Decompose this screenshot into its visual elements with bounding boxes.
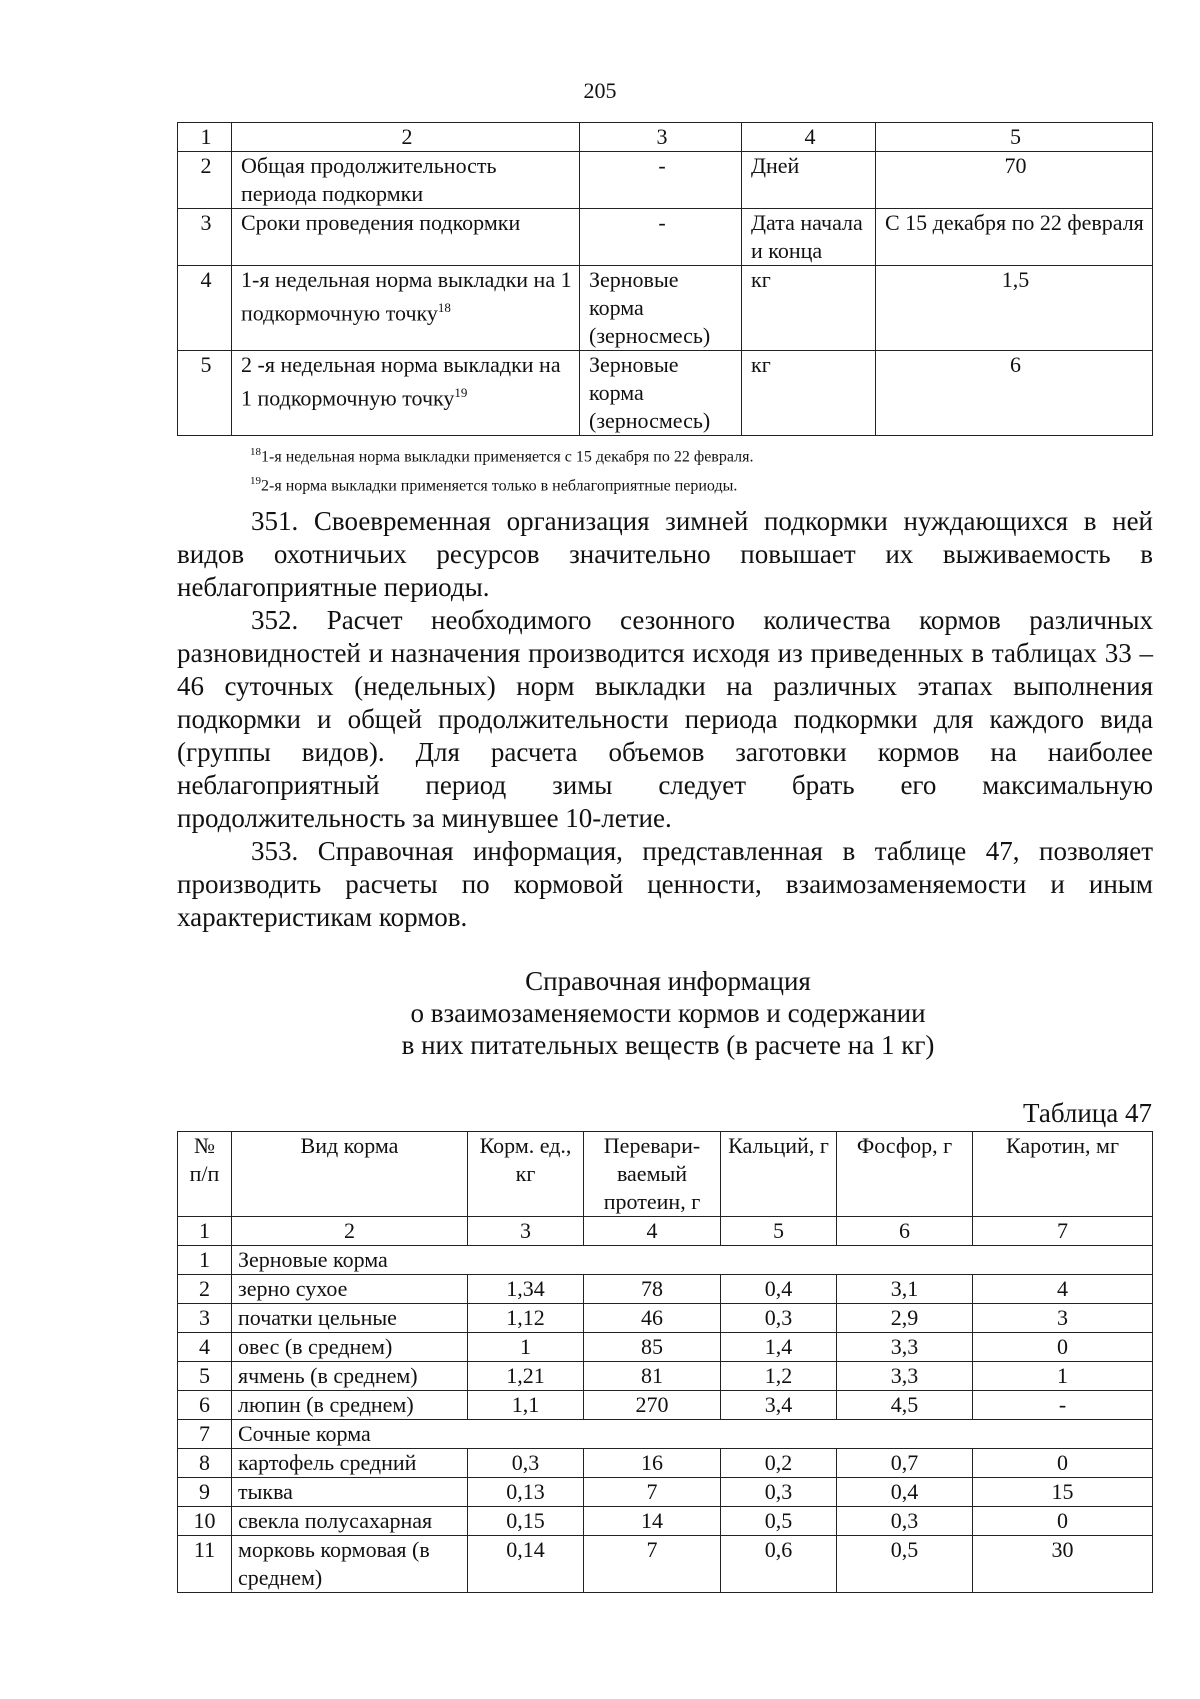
table-cell: 6: [837, 1217, 973, 1246]
feed-type: Зерновые корма (зерносмесь): [580, 266, 742, 351]
table-row: [178, 351, 1153, 436]
feed-name: свекла полусахарная: [232, 1507, 468, 1536]
table-header-row: [178, 123, 1153, 152]
header-cell: Вид корма: [232, 1132, 468, 1217]
row-number: 4: [178, 1333, 232, 1362]
table-row: [178, 1507, 1153, 1536]
row-number: 7: [178, 1420, 232, 1449]
table-cell: 5: [721, 1217, 837, 1246]
header-cell: Кальций, г: [721, 1132, 837, 1217]
feed-nutrients-table: [177, 1131, 1153, 1593]
footnotes: [250, 440, 753, 499]
row-number: 4: [178, 266, 232, 351]
protein: 7: [584, 1478, 721, 1507]
body-text: [177, 505, 1153, 934]
table-row: [178, 1304, 1153, 1333]
table-cell: 2: [232, 123, 580, 152]
page-number: 205: [583, 78, 617, 103]
feed-name: ячмень (в среднем): [232, 1362, 468, 1391]
row-number: 3: [178, 1304, 232, 1333]
row-number: 6: [178, 1391, 232, 1420]
protein: 16: [584, 1449, 721, 1478]
table-cell: 2: [232, 1217, 468, 1246]
feed-type: -: [580, 209, 742, 266]
heading-line: в них питательных веществ (в расчете на 1 кг): [401, 1030, 935, 1060]
footnote: [250, 469, 753, 498]
calcium: 0,2: [721, 1449, 837, 1478]
calcium: 1,4: [721, 1333, 837, 1362]
phosphorus: 0,7: [837, 1449, 973, 1478]
header-cell: Корм. ед., кг: [468, 1132, 584, 1217]
feed-name: початки цельные: [232, 1304, 468, 1333]
row-number: 9: [178, 1478, 232, 1507]
carotene: 3: [973, 1304, 1153, 1333]
calcium: 0,6: [721, 1536, 837, 1593]
feed-units: 1,34: [468, 1275, 584, 1304]
footnote-ref: 19: [454, 385, 468, 400]
table-row: [178, 1362, 1153, 1391]
heading-line: Справочная информация: [525, 966, 811, 996]
row-name: [232, 266, 580, 351]
table-cell: 3: [468, 1217, 584, 1246]
calcium: 0,3: [721, 1478, 837, 1507]
row-number: 8: [178, 1449, 232, 1478]
protein: 81: [584, 1362, 721, 1391]
unit: Дата начала и конца: [742, 209, 876, 266]
calcium: 1,2: [721, 1362, 837, 1391]
calcium: 3,4: [721, 1391, 837, 1420]
table-cell: 1: [178, 1217, 232, 1246]
row-name-text: 2 -я недельная норма выкладки на 1 подкормочную точку: [241, 352, 561, 411]
protein: 7: [584, 1536, 721, 1593]
header-cell: № п/п: [178, 1132, 232, 1217]
carotene: 30: [973, 1536, 1153, 1593]
row-number: 11: [178, 1536, 232, 1593]
table-row: [178, 1449, 1153, 1478]
row-number: 1: [178, 1246, 232, 1275]
table-row: [178, 266, 1153, 351]
table-heading: [0, 965, 1200, 1061]
calcium: 0,4: [721, 1275, 837, 1304]
feed-name: овес (в среднем): [232, 1333, 468, 1362]
table-body: [178, 1246, 1153, 1593]
table-row: [178, 1391, 1153, 1420]
value: 1,5: [876, 266, 1153, 351]
carotene: 1: [973, 1362, 1153, 1391]
group-row: [178, 1246, 1153, 1275]
phosphorus: 0,3: [837, 1507, 973, 1536]
feed-units: 0,3: [468, 1449, 584, 1478]
feed-name: картофель средний: [232, 1449, 468, 1478]
unit: Дней: [742, 152, 876, 209]
table-header-row: [178, 1132, 1153, 1217]
feed-name: люпин (в среднем): [232, 1391, 468, 1420]
header-cell: Фосфор, г: [837, 1132, 973, 1217]
table-cell: 4: [584, 1217, 721, 1246]
group-name: Сочные корма: [232, 1420, 1153, 1449]
feeding-schedule-table: [177, 122, 1153, 436]
table-row: [178, 1478, 1153, 1507]
unit: кг: [742, 351, 876, 436]
table-row: [178, 152, 1153, 209]
feed-name: морковь кормовая (в среднем): [232, 1536, 468, 1593]
row-number: 5: [178, 351, 232, 436]
table-cell: 7: [973, 1217, 1153, 1246]
paragraph: 353. Справочная информация, представленная в таблице 47, позволяет производить расчеты по кормовой ценности, взаимозаменяемости и иным характеристикам кормов.: [177, 836, 1153, 932]
row-number: 3: [178, 209, 232, 266]
group-name: Зерновые корма: [232, 1246, 1153, 1275]
feed-units: 1,1: [468, 1391, 584, 1420]
feed-type: -: [580, 152, 742, 209]
row-name-text: 1-я недельная норма выкладки на 1 подкормочную точку: [241, 267, 572, 326]
phosphorus: 0,4: [837, 1478, 973, 1507]
row-number: 2: [178, 1275, 232, 1304]
feed-units: 1: [468, 1333, 584, 1362]
header-cell: Каротин, мг: [973, 1132, 1153, 1217]
value: С 15 декабря по 22 февраля: [876, 209, 1153, 266]
phosphorus: 2,9: [837, 1304, 973, 1333]
feed-units: 1,12: [468, 1304, 584, 1333]
carotene: 0: [973, 1333, 1153, 1362]
feed-type: Зерновые корма (зерносмесь): [580, 351, 742, 436]
feed-units: 0,13: [468, 1478, 584, 1507]
footnote-text: 2-я норма выкладки применяется только в неблагоприятные периоды.: [261, 477, 738, 495]
group-row: [178, 1420, 1153, 1449]
phosphorus: 3,1: [837, 1275, 973, 1304]
protein: 14: [584, 1507, 721, 1536]
footnote-number: 19: [250, 475, 261, 488]
paragraph: 351. Своевременная организация зимней подкормки нуждающихся в ней видов охотничьих ресурсов значительно повышает их выживаемость в неблагоприятные периоды.: [177, 506, 1153, 602]
unit: кг: [742, 266, 876, 351]
row-name: [232, 351, 580, 436]
table-row: [178, 209, 1153, 266]
row-name: Сроки проведения подкормки: [232, 209, 580, 266]
feed-name: тыква: [232, 1478, 468, 1507]
table-cell: 4: [742, 123, 876, 152]
table-row: [178, 1275, 1153, 1304]
protein: 270: [584, 1391, 721, 1420]
footnote-text: 1-я недельная норма выкладки применяется с 15 декабря по 22 февраля.: [261, 448, 754, 466]
table-cell: 3: [580, 123, 742, 152]
header-cell: Перевари-ваемый протеин, г: [584, 1132, 721, 1217]
heading-line: о взаимозаменяемости кормов и содержании: [410, 998, 926, 1028]
footnote-number: 18: [250, 446, 261, 458]
feed-units: 0,14: [468, 1536, 584, 1593]
carotene: 0: [973, 1449, 1153, 1478]
table-row: [178, 1536, 1153, 1593]
carotene: -: [973, 1391, 1153, 1420]
feed-name: зерно сухое: [232, 1275, 468, 1304]
table-cell: 5: [876, 123, 1153, 152]
phosphorus: 4,5: [837, 1391, 973, 1420]
row-number: 2: [178, 152, 232, 209]
protein: 46: [584, 1304, 721, 1333]
row-name: Общая продолжительность периода подкормки: [232, 152, 580, 209]
phosphorus: 3,3: [837, 1362, 973, 1391]
table-cell: 1: [178, 123, 232, 152]
calcium: 0,5: [721, 1507, 837, 1536]
phosphorus: 0,5: [837, 1536, 973, 1593]
value: 6: [876, 351, 1153, 436]
carotene: 0: [973, 1507, 1153, 1536]
feed-units: 0,15: [468, 1507, 584, 1536]
footnote: [250, 440, 753, 469]
paragraph: 352. Расчет необходимого сезонного количества кормов различных разновидностей и назначения производится исходя из приведенных в таблицах 33 – 46 суточных (недельных) норм выкладки на различных этапах выполнения подкормки и общей продолжительности периода подкормки для каждого вида (группы видов). Для расчета объемов заготовки кормов на наиболее неблагоприятный период зимы следует брать его максимальную продолжительность за минувшее 10-летие.: [177, 605, 1153, 833]
column-number-row: [178, 1217, 1153, 1246]
carotene: 15: [973, 1478, 1153, 1507]
row-number: 5: [178, 1362, 232, 1391]
row-number: 10: [178, 1507, 232, 1536]
table-caption: Таблица 47: [1023, 1098, 1152, 1128]
protein: 85: [584, 1333, 721, 1362]
table-row: [178, 1333, 1153, 1362]
feed-units: 1,21: [468, 1362, 584, 1391]
carotene: 4: [973, 1275, 1153, 1304]
footnote-ref: 18: [437, 300, 451, 315]
calcium: 0,3: [721, 1304, 837, 1333]
phosphorus: 3,3: [837, 1333, 973, 1362]
value: 70: [876, 152, 1153, 209]
protein: 78: [584, 1275, 721, 1304]
